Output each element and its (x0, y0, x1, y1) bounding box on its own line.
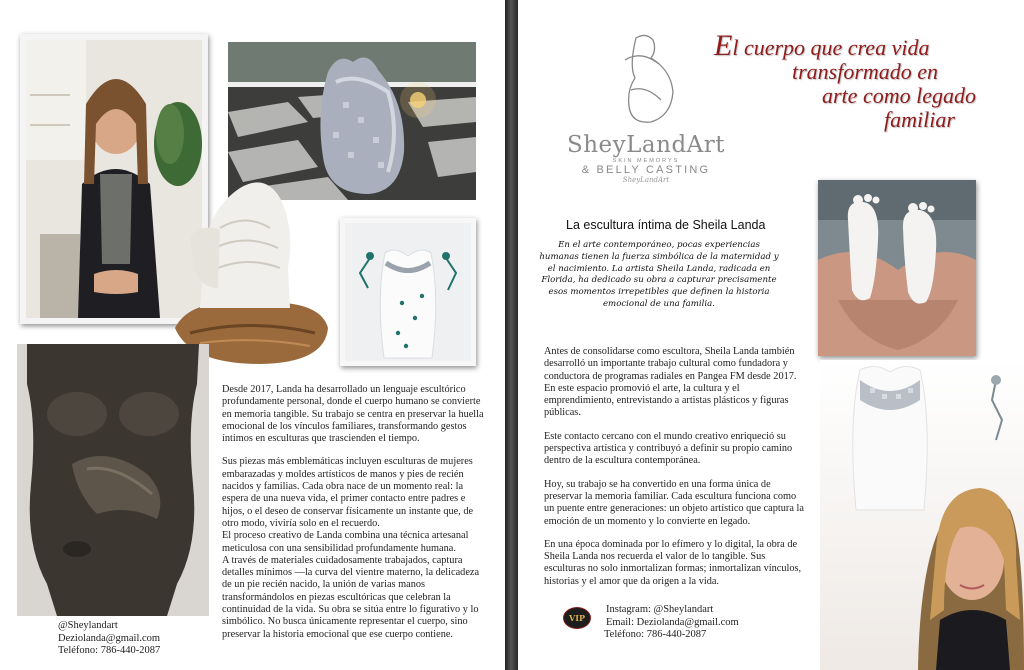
brand-tagline-2: & BELLY CASTING (581, 164, 711, 176)
right-paragraph: Este contacto cercano con el mundo creativo enriqueció su perspectiva artística y contribuyó a definir su propio camino dentro de la escultura contemporánea. (544, 430, 793, 467)
email-address: Deziolanda@gmail.com (58, 632, 161, 644)
left-page (0, 0, 505, 670)
article-subtitle: La escultura íntima de Sheila Landa (566, 218, 766, 232)
left-article-text (222, 384, 490, 641)
phone-number: Teléfono: 786-440-2087 (58, 645, 161, 656)
brand-logo (566, 30, 726, 210)
title-line-1-rest: l cuerpo que crea vida (732, 35, 930, 60)
pregnant-silhouette-icon (601, 30, 691, 130)
title-line: transformado en (792, 59, 939, 84)
right-article-text (544, 346, 806, 599)
left-paragraph: Desde 2017, Landa ha desarrollado un lenguaje escultórico profundamente personal, donde el cuerpo humano se convierte en memoria tangible. Su trabajo se centra en preservar la huella emocional de los vínculos familiares, transformando gestos íntimos en esculturas que trascienden el tiempo. (222, 384, 484, 445)
vip-badge (564, 608, 590, 628)
artist-with-sculpture-photo (820, 360, 1024, 670)
right-paragraph: Antes de consolidarse como escultora, Sheila Landa también desarrolló un importante trabajo cultural como fundadora y conductora de programas radiales en Pangea FM desde 2017. En este espacio promovió el arte, la cultura y el emprendimiento, entrevistando a artistas plásticos y figuras públicas. (544, 346, 797, 419)
brand-signature: SheyLandArt (622, 176, 670, 184)
phone-number: Teléfono: 786-440-2087 (604, 629, 707, 640)
instagram-handle: @Sheylandart (58, 620, 118, 631)
title-line: arte como legado (822, 83, 976, 108)
white-belly-photo (340, 218, 476, 366)
bronze-sculpture-photo (17, 344, 209, 616)
left-paragraph: A través de materiales cuidadosamente trabajados, captura detalles mínimos —la curva del vientre materno, la delicadeza de un pie recién nacido, la unión de varias manos transformándolos en piezas escultóricas que celebran la continuidad de la vida. Su obra se sitúa entre lo figurativo y lo simbólico. No busca únicamente representar el cuerpo, sino preservar la historia emocional que ese cuerpo contiene. (222, 554, 480, 640)
email-address: Email: Deziolanda@gmail.com (606, 616, 739, 628)
title-line: El cuerpo que crea vida (714, 29, 930, 62)
article-title (714, 29, 1014, 132)
magazine-spine (505, 0, 518, 670)
right-page (518, 0, 1024, 670)
brand-tagline: SKIN MEMORYS (612, 158, 680, 164)
left-paragraph: El proceso creativo de Landa combina una técnica artesanal meticulosa con una sensibilidad profundamente humana. (222, 530, 469, 554)
brand-name: SheyLandArt (566, 132, 726, 158)
baby-feet-photo (818, 180, 976, 356)
title-line: familiar (884, 107, 955, 132)
right-contact (606, 604, 739, 642)
vip-badge-label: VIP (569, 613, 585, 623)
hands-sculpture-image (170, 168, 332, 368)
left-paragraph: Sus piezas más emblemáticas incluyen esculturas de mujeres embarazadas y moldes artísticos de manos y pies de recién nacidos y familias. Cada obra nace de un momento real: la espera de una nueva vida, el primer contacto entre padres e hijos, o el deseo de conservar físicamente un instante que, de otro modo, viviría solo en el recuerdo. (222, 456, 474, 529)
instagram-handle: Instagram: @Sheylandart (606, 604, 714, 615)
right-paragraph: En una época dominada por lo efímero y lo digital, la obra de Sheila Landa nos recuerda el valor de lo tangible. Sus esculturas no solo inmortalizan formas; inmortalizan vínculos, historias y el amor que da origen a la vida. (544, 538, 802, 587)
right-paragraph: Hoy, su trabajo se ha convertido en una forma única de preservar la memoria familiar. Cada escultura funciona como un puente entre generaciones: un objeto artístico que captura la emoción de un momento y lo convierte en legado. (544, 478, 804, 527)
article-intro: En el arte contemporáneo, pocas experiencias humanas tienen la fuerza simbólica de la maternidad y el nacimiento. La artista Sheila Landa, radicada en Florida, ha dedicado su obra a capturar precisamente esos momentos irrepetibles que definen la historia emocional de una familia. (539, 240, 779, 309)
left-contact (58, 620, 160, 658)
